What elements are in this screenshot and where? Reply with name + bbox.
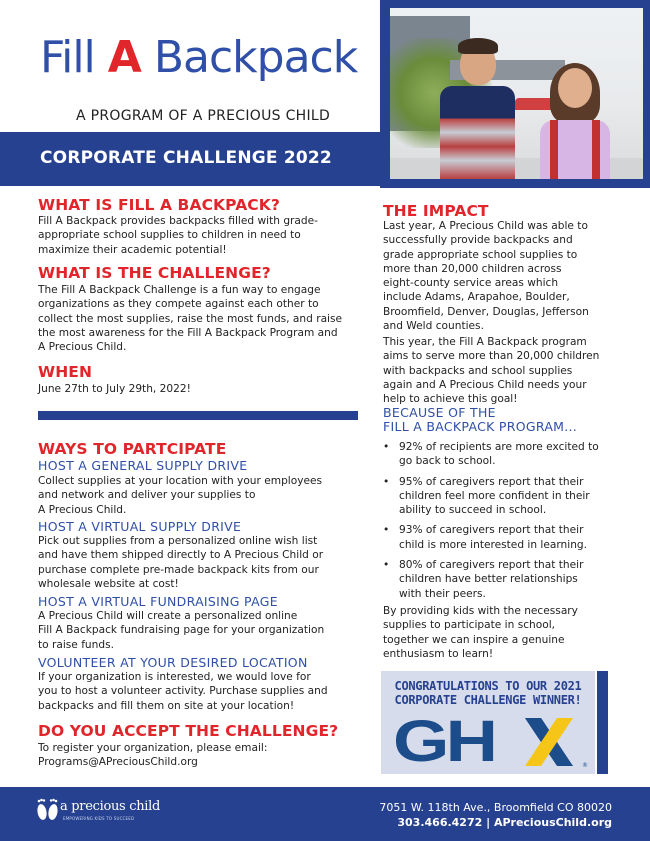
section-divider <box>38 411 358 420</box>
list-item: • 92% of recipients are more excited to go back to school. <box>383 441 599 468</box>
a-precious-child-logo: a precious child EMPOWERING KIDS TO SUCCEED <box>36 797 166 827</box>
way-virtual-supply-drive-text: Pick out supplies from a personalized online wish list and have them shipped directly to A Precious Child or purchase complete pre-made backpack kits from our wholesale website at cost! <box>38 535 324 590</box>
ghx-x-icon <box>525 718 573 766</box>
way-general-supply-drive-text: Collect supplies at your location with your employees and network and deliver your supplies to A Precious Child. <box>38 475 323 516</box>
heading-the-impact: THE IMPACT <box>383 202 489 220</box>
ghx-logo: GH <box>393 714 474 770</box>
accept-text: To register your organization, please email: Programs@APreciousChild.org <box>38 741 368 770</box>
footer-address: 7051 W. 118th Ave., Broomfield CO 80020 <box>379 801 612 814</box>
bullet-icon: • <box>383 559 390 572</box>
challenge-paragraph: The Fill A Backpack Challenge is a fun way to engage organizations as they compete against each other to collect the most supplies, raise the most funds, and raise the most awareness for the Fill A Backpack Program and A Precious Child. <box>38 284 343 354</box>
list-item: • 80% of caregivers report that their children have better relationships with their peers. <box>383 559 584 600</box>
what-is-paragraph: Fill A Backpack provides backpacks filled with grade- appropriate school supplies to children in need to maximize their academic potential! <box>38 215 318 256</box>
way-virtual-fundraising-page-title: HOST A VIRTUAL FUNDRAISING PAGE <box>38 594 278 609</box>
logo-subtitle: A PROGRAM OF A PRECIOUS CHILD <box>76 108 331 124</box>
winner-accent-bar <box>597 671 608 774</box>
way-general-supply-drive-title: HOST A GENERAL SUPPLY DRIVE <box>38 458 248 473</box>
register-email-link[interactable]: Programs@APreciousChild.org <box>38 756 198 769</box>
banner-title: CORPORATE CHALLENGE 2022 <box>40 148 332 168</box>
heading-what-is-fill-a-backpack: WHAT IS FILL A BACKPACK? <box>38 196 280 214</box>
heading-ways-to-participate: WAYS TO PARTCIPATE <box>38 440 227 458</box>
children-photo <box>390 8 643 179</box>
bullet-icon: • <box>383 524 390 537</box>
way-volunteer-text: If your organization is interested, we would love for you to host a volunteer activity. Purchase supplies and backpacks and fill them on site at your location! <box>38 671 328 712</box>
impact-paragraph-2: This year, the Fill A Backpack program aims to serve more than 20,000 children with backpacks and school supplies again and A Precious Child needs your help to achieve this goal! <box>383 336 600 406</box>
when-dates: June 27th to July 29th, 2022! <box>38 383 191 395</box>
footer-contact <box>379 800 612 830</box>
heading-because-of-program: BECAUSE OF THE FILL A BACKPACK PROGRAM... <box>383 405 578 434</box>
footer-phone-website[interactable]: 303.466.4272 | APreciousChild.org <box>397 816 612 829</box>
winner-congrats-text: CONGRATULATIONS TO OUR 2021 CORPORATE CHALLENGE WINNER! <box>394 679 582 707</box>
way-virtual-supply-drive-title: HOST A VIRTUAL SUPPLY DRIVE <box>38 519 242 534</box>
list-item: • 95% of caregivers report that their children feel more confident in their ability to succeed in school. <box>383 475 590 517</box>
impact-paragraph-1: Last year, A Precious Child was able to successfully provide backpacks and grade appropriate school supplies to more than 20,000 children across eight-county service areas which include Adams, Arapahoe, Boulder, Broomfield, Denver, Douglas, Jefferson and Weld counties. <box>383 220 589 333</box>
bullet-icon: • <box>383 475 390 488</box>
heading-accept-challenge: DO YOU ACCEPT THE CHALLENGE? <box>38 722 339 740</box>
footprints-icon <box>36 797 60 825</box>
bullet-icon: • <box>383 441 390 453</box>
logo-title: Fill A Backpack <box>40 32 358 83</box>
way-virtual-fundraising-page-text: A Precious Child will create a personalized online Fill A Backpack fundraising page for your organization to raise funds. <box>38 610 325 651</box>
closing-paragraph: By providing kids with the necessary supplies to participate in school, together we can inspire a genuine enthusiasm to learn! <box>383 605 578 660</box>
way-volunteer-title: VOLUNTEER AT YOUR DESIRED LOCATION <box>38 655 308 670</box>
heading-when: WHEN <box>38 363 93 381</box>
registered-mark: ® <box>582 762 588 769</box>
list-item: • 93% of caregivers report that their child is more interested in learning. <box>383 524 588 551</box>
impact-stats-list <box>383 440 643 607</box>
heading-what-is-the-challenge: WHAT IS THE CHALLENGE? <box>38 264 271 282</box>
